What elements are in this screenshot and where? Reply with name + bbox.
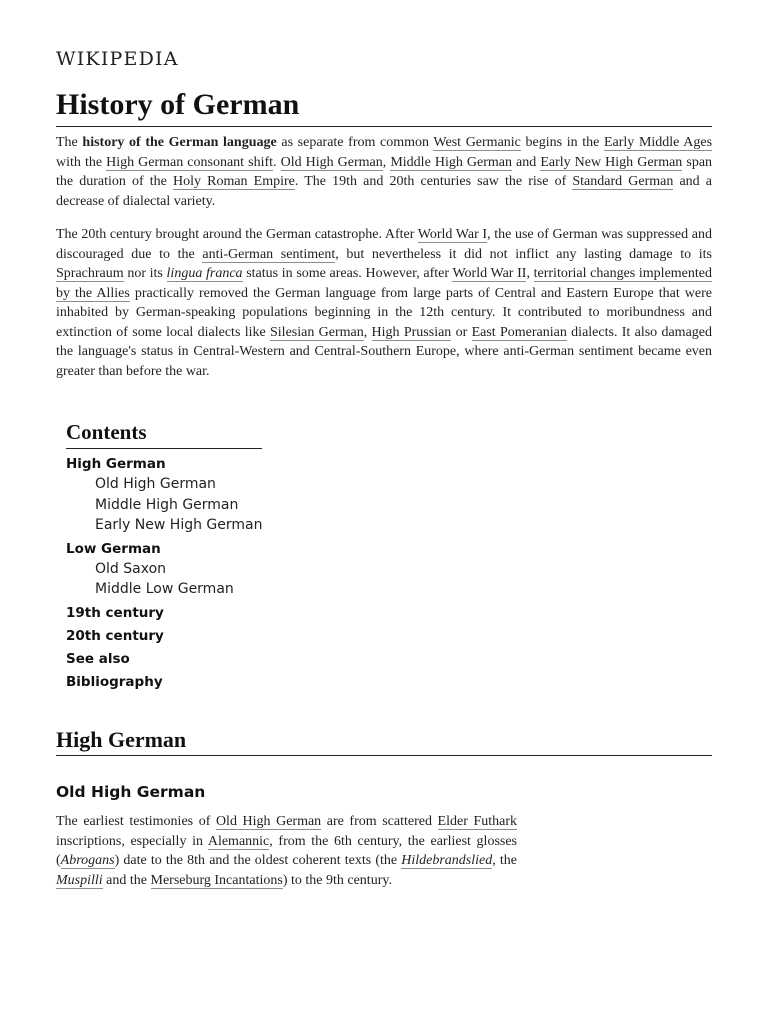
- wikipedia-wordmark[interactable]: WIKIPEDIA: [56, 48, 179, 70]
- toc-link-early-new-high-german[interactable]: Early New High German: [95, 517, 263, 533]
- link-anti-german-sentiment[interactable]: anti-German sentiment: [202, 246, 336, 262]
- toc-link-low-german[interactable]: Low German: [66, 540, 161, 557]
- link-sprachraum[interactable]: Sprachraum: [56, 266, 124, 281]
- link-alemannic[interactable]: Alemannic: [207, 833, 270, 849]
- toc-item: [66, 673, 366, 692]
- link-holy-roman-empire[interactable]: Holy Roman Empire: [173, 174, 295, 189]
- page-title: History of German: [56, 86, 712, 127]
- link-high-prussian[interactable]: High Prussian: [371, 324, 452, 340]
- link-silesian-german[interactable]: Silesian German: [270, 324, 364, 340]
- link-east-pomeranian[interactable]: East Pomeranian: [471, 324, 567, 340]
- link-standard-german[interactable]: Standard German: [572, 174, 674, 189]
- toc-sublist: [95, 474, 366, 536]
- toc-link-20th-century[interactable]: 20th century: [66, 627, 164, 644]
- link-middle-high-german[interactable]: Middle High German: [390, 154, 512, 170]
- link-elder-futhark[interactable]: Elder Futhark: [437, 814, 517, 829]
- link-territorial-changes-implemented-by-the-allies[interactable]: territorial changes implemented by the Allies: [56, 266, 712, 301]
- link-old-high-german[interactable]: Old High German: [215, 814, 322, 829]
- toc-title: Contents: [66, 420, 262, 449]
- link-early-new-high-german[interactable]: Early New High German: [540, 154, 683, 170]
- toc-item: [66, 540, 366, 600]
- toc-link-19th-century[interactable]: 19th century: [66, 604, 164, 621]
- link-early-middle-ages[interactable]: Early Middle Ages: [603, 135, 713, 150]
- table-of-contents: [66, 420, 366, 696]
- link-lingua-franca[interactable]: lingua franca: [166, 266, 243, 281]
- toc-list: [66, 455, 366, 692]
- link-merseburg-incantations[interactable]: Merseburg Incantations: [150, 872, 283, 888]
- toc-link-bibliography[interactable]: Bibliography: [66, 673, 163, 690]
- link-abrogans[interactable]: Abrogans: [60, 853, 115, 868]
- intro-paragraph-1: The history of the German language as separate from common West Germanic begins in the Early Middle Ages with the High German consonant shift. Old High German, Middle High German and Early New High German span the duration of the Holy Roman Empire. The 19th and 20th centuries saw the rise of Standard German and a decrease of dialectal variety.: [56, 135, 713, 209]
- toc-link-middle-high-german[interactable]: Middle High German: [95, 496, 239, 513]
- link-world-war-i[interactable]: World War I: [417, 227, 488, 242]
- link-old-high-german[interactable]: Old High German: [280, 154, 383, 170]
- toc-item: [66, 604, 366, 623]
- toc-sublist: [95, 559, 366, 600]
- toc-item: [66, 650, 366, 669]
- link-muspilli[interactable]: Muspilli: [56, 872, 103, 888]
- link-hildebrandslied[interactable]: Hildebrandslied: [401, 853, 493, 868]
- toc-item: [66, 627, 366, 646]
- section-paragraph: The earliest testimonies of Old High German are from scattered Elder Futhark inscriptions, especially in Alemannic, from the 6th century, the earliest glosses (Abrogans) date to the 8th and the oldest coherent texts (the Hildebrandslied, the Muspilli and the Merseburg Incantations) to the 9th century.: [56, 814, 517, 888]
- toc-link-old-high-german[interactable]: Old High German: [95, 476, 216, 492]
- toc-link-high-german[interactable]: High German: [66, 456, 166, 472]
- toc-item: [66, 455, 366, 536]
- link-high-german-consonant-shift[interactable]: High German consonant shift: [106, 154, 274, 170]
- toc-link-middle-low-german[interactable]: Middle Low German: [95, 581, 234, 597]
- link-west-germanic[interactable]: West Germanic: [433, 135, 521, 150]
- toc-link-old-saxon[interactable]: Old Saxon: [95, 560, 167, 577]
- section-heading-high-german: High German: [56, 726, 712, 756]
- toc-link-see-also[interactable]: See also: [66, 650, 130, 667]
- bold-term: history of the German language: [82, 135, 277, 150]
- intro-paragraph-2: The 20th century brought around the German catastrophe. After World War I, the use of German was suppressed and discouraged due to the anti-German sentiment, but nevertheless it did not inflict any lasting damage to its Sprachraum nor its lingua franca status in some areas. However, after World War II, territorial changes implemented by the Allies practically removed the German language from large parts of Central and Eastern Europe that were inhabited by German-speaking populations beginning in the 12th century. It contributed to moribundness and extinction of some local dialects like Silesian German, High Prussian or East Pomeranian dialects. It also damaged the language's status in Central-Western and Central-Southern Europe, where anti-German sentiment became even greater than before the war.: [56, 227, 712, 379]
- link-world-war-ii[interactable]: World War II: [452, 266, 527, 281]
- subsection-heading-old-high-german: Old High German: [56, 783, 206, 801]
